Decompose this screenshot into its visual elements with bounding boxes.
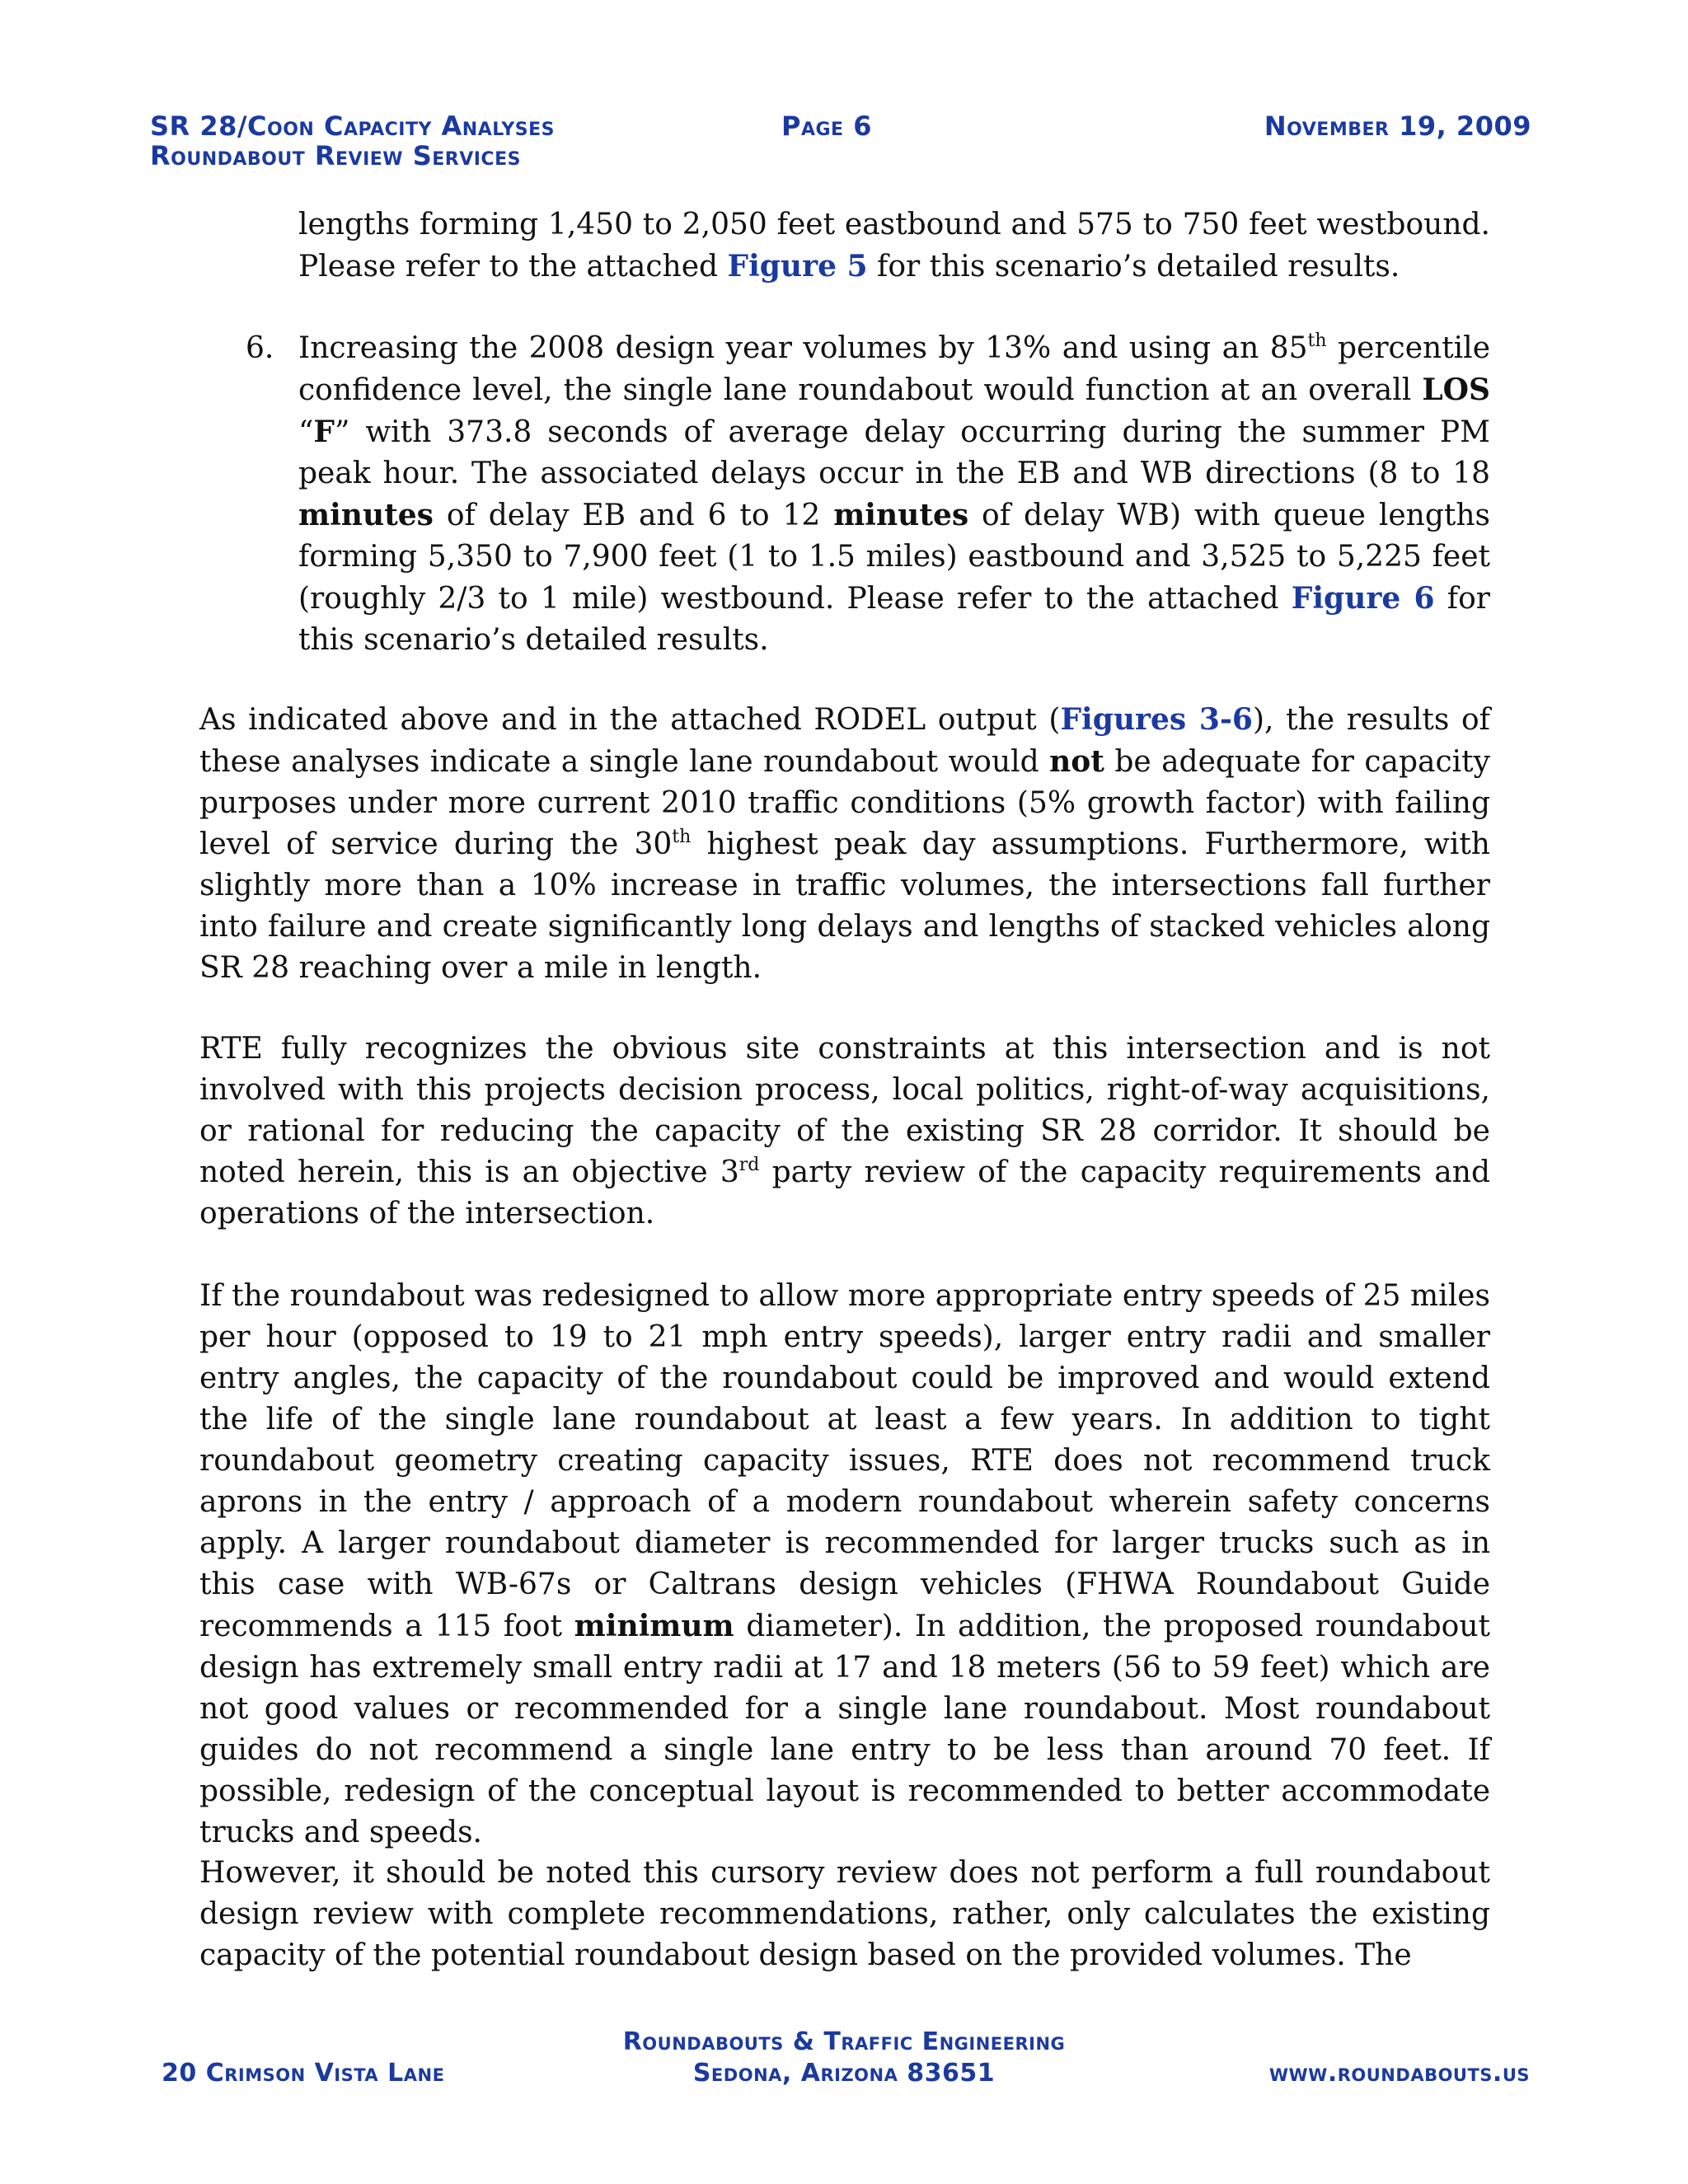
bold-minutes: minutes bbox=[833, 498, 969, 532]
item-5-continuation bbox=[298, 204, 1490, 288]
superscript: rd bbox=[738, 1155, 760, 1175]
page-number: Page 6 bbox=[781, 110, 872, 142]
header-date: November 19, 2009 bbox=[1264, 110, 1531, 142]
footer-city: Sedona, Arizona 83651 bbox=[692, 2059, 996, 2088]
paragraph-text: RTE fully recognizes the obvious site constraints at this intersection and is not involved with this projects decision process, local politics, right-of-way acquisitions, or rational for reducing the capacity of the existing SR 28 corridor. It should be noted herein, this is an objective 3 bbox=[199, 1032, 1490, 1189]
paragraph-results bbox=[199, 699, 1490, 989]
footer-website[interactable]: www.roundabouts.us bbox=[1268, 2059, 1530, 2088]
figure-6-link[interactable]: Figure 6 bbox=[1291, 581, 1435, 616]
item-5-text-end: for this scenario’s detailed results. bbox=[867, 250, 1400, 284]
item-6-text: “ bbox=[298, 415, 314, 449]
paragraph-text: However, it should be noted this cursory review does not perform a full roundabout design review with complete recommendations, rather, only calculates the existing capacity of the potential roundabout design based on the provided volumes. The bbox=[199, 1856, 1490, 1972]
figures-3-6-link[interactable]: Figures 3-6 bbox=[1060, 702, 1253, 737]
item-6-text: Increasing the 2008 design year volumes by 13% and using an 85 bbox=[298, 331, 1308, 365]
paragraph-constraints bbox=[199, 1029, 1490, 1235]
paragraph-text: ), the results of these analyses indicate a single lane roundabout would bbox=[199, 703, 1490, 779]
paragraph-text: party review of the capacity requirements and operations of the intersection. bbox=[199, 1155, 1490, 1230]
paragraph-text: diameter). In addition, the proposed roundabout design has extremely small entry radii at 17 and 18 meters (56 to 59 feet) which are not good values or recommended for a single lane roundabout. Most roundabout guides do not recommend a single lane entry to be less than around 70 feet. If possible, redesign of the conceptual layout is recommended to better accommodate trucks and speeds. bbox=[199, 1610, 1490, 1849]
paragraph-cursory-review bbox=[199, 1853, 1490, 1976]
header-subtitle: Roundabout Review Services bbox=[150, 140, 521, 171]
bold-not: not bbox=[1049, 744, 1104, 779]
paragraph-text: highest peak day assumptions. Furthermore, with slightly more than a 10% increase in traffic volumes, the intersections fall further into failure and create significantly long delays and lengths of stacked vehicles along SR 28 reaching over a mile in length. bbox=[199, 827, 1490, 985]
item-6-text: for this scenario’s detailed results. bbox=[298, 582, 1490, 657]
figure-5-link[interactable]: Figure 5 bbox=[727, 249, 868, 284]
header-title: SR 28/Coon Capacity Analyses bbox=[150, 110, 555, 142]
item-6-text: ” with 373.8 seconds of average delay occurring during the summer PM peak hour. The associated delays occur in the EB and WB directions (8 to 18 bbox=[298, 415, 1490, 490]
item-5-line-1: lengths forming 1,450 to 2,050 feet eastbound and 575 to 750 feet westbound. bbox=[298, 208, 1490, 241]
paragraph-text: As indicated above and in the attached RODEL output ( bbox=[199, 703, 1061, 737]
footer-company: Roundabouts & Traffic Engineering bbox=[622, 2027, 1066, 2056]
item-6-number: 6. bbox=[246, 331, 274, 365]
item-6-text: of delay WB) with queue lengths forming 5,350 to 7,900 feet (1 to 1.5 miles) eastbound and 3,525 to 5,225 feet (roughly 2/3 to 1 mile) westbound. Please refer to the attached bbox=[298, 499, 1490, 616]
item-6-text: percentile confidence level, the single lane roundabout would function at an overall bbox=[298, 331, 1491, 407]
bold-minutes: minutes bbox=[298, 498, 434, 532]
superscript: th bbox=[672, 827, 692, 847]
los-grade: F bbox=[313, 415, 335, 449]
superscript: th bbox=[1307, 330, 1327, 351]
bold-minimum: minimum bbox=[574, 1609, 734, 1643]
paragraph-text: If the roundabout was redesigned to allow more appropriate entry speeds of 25 miles per hour (opposed to 19 to 21 mph entry speeds), larger entry radii and smaller entry angles, the capacity of the roundabout could be improved and would extend the life of the single lane roundabout at least a few years. In addition to tight roundabout geometry creating capacity issues, RTE does not recommend truck aprons in the entry / approach of a modern roundabout wherein safety concerns apply. A larger roundabout diameter is recommended for larger trucks such as in this case with WB-67s or Caltrans design vehicles (FHWA Roundabout Guide recommends a 115 foot bbox=[199, 1279, 1490, 1643]
item-5-text: Please refer to the attached bbox=[298, 250, 728, 284]
paragraph-text: be adequate for capacity purposes under more current 2010 traffic conditions (5% growth factor) with failing level of service during the 30 bbox=[199, 745, 1490, 861]
item-6-text: of delay EB and 6 to 12 bbox=[433, 499, 834, 532]
item-6 bbox=[298, 328, 1490, 661]
los-label: LOS bbox=[1422, 373, 1490, 407]
paragraph-redesign bbox=[199, 1276, 1490, 1854]
footer-address: 20 Crimson Vista Lane bbox=[162, 2059, 445, 2088]
